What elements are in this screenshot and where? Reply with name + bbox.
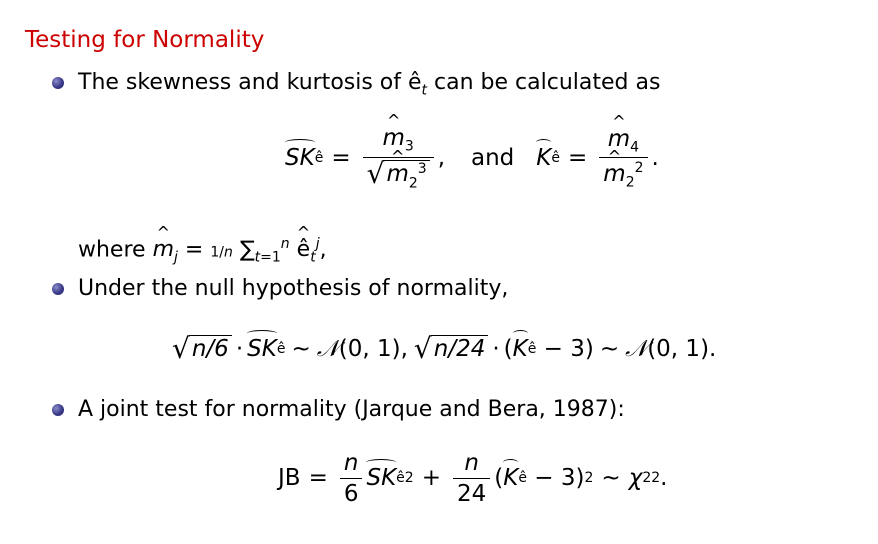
where-label: where bbox=[78, 237, 146, 263]
bullet-1-label: The skewness and kurtosis of ê bbox=[78, 70, 422, 95]
bullet-2-text: Under the null hypothesis of normality, bbox=[78, 276, 509, 301]
jb-label: JB bbox=[278, 465, 301, 491]
bullet-icon bbox=[52, 283, 64, 295]
bullet-icon bbox=[52, 404, 64, 416]
and-text: and bbox=[471, 145, 515, 171]
bullet-3-text: A joint test for normality (Jarque and Bera, 1987): bbox=[78, 397, 625, 422]
null-distribution-equation: √ n/6 · SK ê ∼ 𝒩 (0, 1), √ n/24 · ( K ê − 3) ∼ 𝒩 (0, 1). bbox=[172, 332, 717, 365]
skewness-kurtosis-equation: SK ê = ^ $m_3$ √ ^ $m_2^3$ , and K ê = ^ $m_4$ ^ $m_2^2$ . bbox=[285, 118, 659, 198]
frame-title: Testing for Normality bbox=[25, 27, 265, 53]
where-line: where ^ $m_j = 1/n$ $\sum_{t=1}^n$ ^ $ê_t^j$, bbox=[78, 236, 327, 266]
bullet-1-text: The skewness and kurtosis of $ê_t$ can be calculated as bbox=[78, 70, 661, 99]
jarque-bera-equation: JB = $\frac{n}{6}$ SK ê 2 + $\frac{n}{24}$ ( K ê − 3) 2 ∼ χ 2 2 . bbox=[278, 449, 668, 507]
bullet-icon bbox=[52, 77, 64, 89]
